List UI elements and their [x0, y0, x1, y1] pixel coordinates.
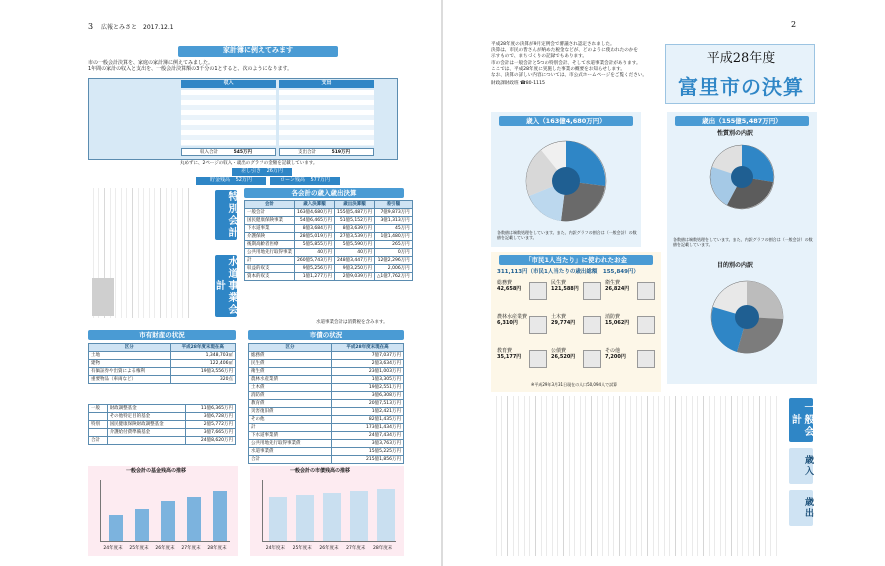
right-page-header	[791, 20, 796, 30]
account-revenue: 40万円	[295, 249, 335, 257]
household-footnote: 丸めずに、2ページの収入・歳出のグラフの金額を記載しています。	[180, 161, 318, 166]
account-name: 資本的収支	[245, 273, 295, 281]
income-total-value: 545万円	[233, 150, 252, 155]
account-name: 下水道事業	[245, 225, 295, 233]
x-tick-label: 26年度末	[319, 546, 339, 551]
savings-value: 52万円	[235, 177, 252, 183]
per-person-total: 311,113円（市民1人当たりの歳出総額 155,849円）	[497, 269, 639, 275]
debt-name: 下水道事業債	[249, 432, 332, 440]
account-name: 後期高齢者医療	[245, 241, 295, 249]
table-row	[249, 352, 404, 360]
property-value: 122,406㎡	[170, 360, 235, 368]
savings-label: 貯金残高	[210, 177, 231, 183]
debt-value: 7億7,037万円	[332, 352, 404, 360]
intro-line: 市の会計は一般会計と5つの特別会計、そして水道事業会計があります。	[491, 60, 641, 66]
account-revenue: 54億6,465万円	[295, 217, 335, 225]
x-tick-label: 24年度末	[103, 546, 123, 551]
table-row	[249, 400, 404, 408]
intro-line: 決算は、市民の皆さんが納めた税金などが、どのように使われたのかを	[491, 48, 639, 54]
fund-value: 24億8,620万円	[186, 437, 236, 445]
fund-chart-x-labels	[100, 546, 230, 552]
illustration-icon	[637, 316, 655, 334]
intro-line: 示すもので、まちづくりの記録でもあります。	[491, 54, 587, 60]
per-person-item	[551, 280, 603, 312]
per-person-item-value: 15,062円	[605, 320, 630, 327]
account-diff: 45万円	[374, 225, 412, 233]
account-diff: 2,006万円	[374, 265, 412, 273]
property-value: 1,348,703㎡	[170, 352, 235, 360]
account-expense: 248億3,447万円	[334, 257, 374, 265]
fund-name: 国民健康保険財政調整基金	[107, 421, 186, 429]
left-header-text: 広報とみさと 2017.12.1	[101, 24, 174, 31]
account-diff: 265万円	[374, 241, 412, 249]
household-intro-1: 市の一般会計決算を、家庭の家計簿に例えてみました。	[88, 60, 214, 66]
fund-group: 一般	[89, 405, 108, 413]
debt-name: 民生債	[249, 360, 332, 368]
debt-name: 合計	[249, 456, 332, 464]
debt-value: 173億1,434万円	[332, 424, 404, 432]
table-row	[89, 437, 236, 445]
year-title: 平成28年度	[706, 51, 776, 66]
accounts-note: 水道事業会計は消費税を含みます。	[316, 320, 388, 325]
income-total	[181, 148, 276, 156]
table-row	[89, 421, 236, 429]
fund-group: 特別	[89, 421, 108, 429]
col-revenue: 歳入決算額	[295, 201, 335, 209]
table-row	[89, 376, 236, 384]
income-rows	[181, 90, 276, 146]
fund-group	[89, 429, 108, 437]
fund-name	[107, 437, 186, 445]
account-name: 介護保険	[245, 233, 295, 241]
per-person-item-name: 民生費	[551, 280, 567, 286]
fund-value: 11億6,365万円	[186, 405, 236, 413]
per-person-item-name: 農林水産業費	[497, 314, 528, 320]
illustration-icon	[637, 350, 655, 368]
account-expense: 2億9,039万円	[334, 273, 374, 281]
illustration-icon	[529, 350, 547, 368]
expense-banner-text: 歳出（155億5,487万円）	[702, 117, 782, 125]
per-person-item-name: 総務費	[497, 280, 513, 286]
balance-value: 26万円	[266, 168, 283, 174]
fund-group: 合計	[89, 437, 108, 445]
debt-value: 3億6,308万円	[332, 392, 404, 400]
property-col-b: 平成28年度末現在高	[170, 344, 235, 352]
debt-value: 1億3,305万円	[332, 376, 404, 384]
debt-value: 82億1,435万円	[332, 416, 404, 424]
per-person-item-value: 29,774円	[551, 320, 576, 327]
table-row	[249, 440, 404, 448]
table-row	[89, 413, 236, 421]
debt-name: 消防債	[249, 392, 332, 400]
funds-table	[88, 404, 236, 445]
left-page	[0, 0, 442, 566]
balance-chip	[232, 168, 292, 176]
fund-name: 介護給付費準備基金	[107, 429, 186, 437]
contact: 財政課財政班 ☎80‐1115	[491, 81, 545, 86]
expense-vtitle: 歳出	[789, 490, 813, 526]
per-person-panel	[491, 252, 661, 392]
fund-value: 3億7,665万円	[186, 429, 236, 437]
accounts-table	[244, 200, 413, 281]
col-account: 会計	[245, 201, 295, 209]
per-person-note: ※平成29年3月31日現在の人口50,094人で試算	[531, 382, 618, 387]
x-tick-label: 24年度末	[265, 546, 286, 551]
table-row	[249, 392, 404, 400]
debt-value: 3億3,763万円	[332, 440, 404, 448]
col-expense: 歳出決算額	[334, 201, 374, 209]
expense-total-value: 519万円	[331, 150, 350, 155]
per-person-item-value: 26,520円	[551, 354, 576, 361]
table-row	[89, 352, 236, 360]
table-row	[245, 273, 413, 281]
debt-name: 総務債	[249, 352, 332, 360]
fund-bar	[109, 515, 123, 541]
revenue-note: 各数値は端数処理をしています。また、内訳グラフの割合は（一般会計）の数値を記載しています。	[497, 230, 637, 240]
loan-label: ローン残高	[279, 177, 305, 183]
table-row	[249, 424, 404, 432]
account-revenue: 8億3,684万円	[295, 225, 335, 233]
account-revenue: 5億5,855万円	[295, 241, 335, 249]
debt-name: 土木債	[249, 384, 332, 392]
debt-bar	[377, 489, 395, 541]
property-table	[88, 343, 236, 384]
expense-rows	[279, 90, 374, 146]
property-name: 重要物品（車両など）	[89, 376, 171, 384]
table-row	[249, 368, 404, 376]
intro-text	[491, 42, 661, 79]
savings-chip	[196, 177, 266, 185]
table-row	[249, 416, 404, 424]
loan-chip	[270, 177, 340, 185]
debt-bar	[323, 493, 341, 541]
debt-name: 計	[249, 424, 332, 432]
debt-value: 23億1,003万円	[332, 368, 404, 376]
right-page-number: 2	[791, 20, 797, 29]
debt-title: 市債の状況	[309, 331, 343, 339]
illustration-icon	[583, 316, 601, 334]
illustration-icon	[583, 350, 601, 368]
x-tick-label: 27年度末	[346, 546, 366, 551]
household-intro-2: 1年間の家計の収入と支出を、一般会計決算額の3千分の1とすると、次のようになります。	[88, 66, 293, 73]
x-tick-label: 26年度末	[155, 546, 175, 551]
expense-panel	[667, 112, 817, 384]
per-person-item-value: 35,177円	[497, 354, 522, 361]
table-row	[245, 249, 413, 257]
fund-bar	[135, 509, 149, 541]
per-person-item-value: 6,310円	[497, 320, 518, 327]
debt-value: 19億2,551万円	[332, 384, 404, 392]
debt-chart-plot	[262, 480, 396, 542]
per-person-item-name: 消防費	[605, 314, 621, 320]
right-page	[443, 0, 885, 566]
property-name: 有価証券や出資による権利	[89, 368, 171, 376]
table-row	[249, 456, 404, 464]
account-expense: 155億5,487万円	[334, 209, 374, 217]
debt-value: 2億3,634万円	[332, 360, 404, 368]
table-row	[245, 241, 413, 249]
per-person-banner-text: 「市民1人当たり」に使われたお金	[524, 256, 628, 264]
fund-bar	[187, 497, 201, 541]
revenue-vtitle: 歳入	[789, 448, 813, 484]
water-facility-photo	[92, 278, 114, 316]
table-row	[89, 360, 236, 368]
per-person-item-value: 42,658円	[497, 286, 522, 293]
fund-name: その他特定目的基金	[107, 413, 186, 421]
x-tick-label: 28年度末	[207, 546, 227, 551]
debt-bar	[296, 495, 314, 541]
property-value: 19億3,556万円	[170, 368, 235, 376]
expense-total-label: 支出合計	[298, 150, 316, 155]
debt-banner	[248, 330, 404, 340]
income-total-label: 収入合計	[200, 150, 218, 155]
revenue-pie	[521, 136, 611, 226]
property-col-a: 区分	[89, 344, 171, 352]
account-expense: 51億5,152万円	[334, 217, 374, 225]
fund-group	[89, 413, 108, 421]
income-header: 収入	[181, 80, 276, 88]
account-diff: 7億9,873万円	[374, 209, 412, 217]
debt-value: 20億7,513万円	[332, 400, 404, 408]
expense-note: 各数値は端数処理をしています。また、内訳グラフの割合は（一般会計）の数値を記載しています。	[673, 237, 813, 247]
per-person-item	[605, 280, 657, 312]
x-tick-label: 27年度末	[181, 546, 201, 551]
account-name: 国民健康保険事業	[245, 217, 295, 225]
debt-value: 1億2,421万円	[332, 408, 404, 416]
left-page-header	[88, 22, 174, 32]
table-row	[245, 265, 413, 273]
account-revenue: 163億4,680万円	[295, 209, 335, 217]
per-person-item	[497, 280, 549, 312]
per-person-item	[497, 348, 549, 380]
account-name: 一般会計	[245, 209, 295, 217]
household-ledger	[88, 78, 398, 160]
account-expense: 8億3,639万円	[334, 225, 374, 233]
table-row	[249, 360, 404, 368]
account-diff: 0万円	[374, 249, 412, 257]
fund-chart-title: 一般会計の基金残高の推移	[126, 468, 187, 474]
debt-bar	[269, 497, 287, 541]
debt-name: 公共用地先行取得事業債	[249, 440, 332, 448]
account-revenue: 28億5,019万円	[295, 233, 335, 241]
balance-label: 差し引き	[241, 168, 262, 174]
table-row	[249, 432, 404, 440]
per-person-item-value: 121,588円	[551, 286, 579, 293]
table-row	[245, 257, 413, 265]
nature-pie	[707, 142, 777, 212]
revenue-banner-text: 歳入（163億4,680万円）	[526, 117, 606, 125]
general-account-vtitle: 一般会計	[789, 398, 813, 442]
account-expense: 5億5,590万円	[334, 241, 374, 249]
table-row	[89, 429, 236, 437]
debt-value: 24億7,434万円	[332, 432, 404, 440]
intro-line: ここでは、平成28年度に実施した事業の概要をお知らせします。	[491, 66, 625, 72]
fund-value: 2億5,772万円	[186, 421, 236, 429]
x-tick-label: 28年度末	[372, 546, 393, 551]
per-person-item	[605, 348, 657, 380]
purpose-title: 目的別の内訳	[717, 262, 754, 269]
left-page-number: 3	[88, 22, 94, 31]
property-name: 土地	[89, 352, 171, 360]
household-intro	[88, 60, 408, 73]
intro-line: なお、決算の詳しい内容については、市公式ホームページをご覧ください。	[491, 73, 648, 79]
fund-bar	[213, 491, 227, 541]
per-person-item-name: 衛生費	[605, 280, 621, 286]
vertical-text-columns	[491, 396, 781, 556]
special-account-vtitle: 特別会計	[215, 190, 237, 240]
debt-bar	[350, 491, 368, 541]
intro-line: 平成28年度の決算が9月定例会で審議され認定されました。	[491, 42, 615, 47]
table-row	[245, 217, 413, 225]
account-revenue: 1億1,277万円	[295, 273, 335, 281]
household-banner	[178, 46, 338, 57]
table-row	[245, 225, 413, 233]
table-row	[249, 448, 404, 456]
debt-value: 215億1,856万円	[332, 456, 404, 464]
per-person-banner	[499, 255, 653, 265]
per-person-item-name: 教育費	[497, 348, 513, 354]
debt-name: 教育債	[249, 400, 332, 408]
table-row	[245, 209, 413, 217]
account-expense: 9億3,250万円	[334, 265, 374, 273]
fund-chart-plot	[100, 480, 230, 542]
illustration-icon	[637, 282, 655, 300]
x-tick-label: 25年度末	[129, 546, 149, 551]
debt-chart-panel	[250, 466, 404, 556]
fund-name: 財政調整基金	[107, 405, 186, 413]
property-title: 市有財産の状況	[139, 331, 185, 339]
property-name: 建物	[89, 360, 171, 368]
per-person-item-name: 公債費	[551, 348, 567, 354]
title-box	[665, 44, 815, 104]
illustration-icon	[529, 282, 547, 300]
table-row	[89, 368, 236, 376]
account-revenue: 9億5,256万円	[295, 265, 335, 273]
fund-bar	[161, 501, 175, 541]
illustration-icon	[529, 316, 547, 334]
per-person-item-name: 土木費	[551, 314, 567, 320]
accounts-banner	[244, 188, 404, 198]
expense-header: 支出	[279, 80, 374, 88]
fund-value: 3億6,728万円	[186, 413, 236, 421]
account-name: 計	[245, 257, 295, 265]
expense-banner	[675, 116, 809, 126]
per-person-item	[551, 314, 603, 346]
per-person-item	[497, 314, 549, 346]
debt-col-a: 区分	[249, 344, 332, 352]
table-row	[249, 384, 404, 392]
table-row	[89, 405, 236, 413]
debt-name: 衛生債	[249, 368, 332, 376]
account-diff: 1億1,480万円	[374, 233, 412, 241]
loan-value: 577万円	[310, 177, 331, 183]
household-title: 家計簿に例えてみます	[223, 46, 293, 54]
account-diff: 3億1,313万円	[374, 217, 412, 225]
account-expense: 27億3,539万円	[334, 233, 374, 241]
debt-chart-title: 一般会計の市債残高の推移	[290, 468, 351, 474]
accounts-title: 各会計の歳入歳出決算	[291, 189, 357, 197]
account-diff: 12億2,296万円	[374, 257, 412, 265]
account-diff: △1億7,762万円	[374, 273, 412, 281]
col-diff: 差引額	[374, 201, 412, 209]
per-person-item-value: 26,824円	[605, 286, 630, 293]
fund-chart-panel	[88, 466, 238, 556]
table-row	[249, 376, 404, 384]
debt-name: 災害復旧債	[249, 408, 332, 416]
account-name: 公共用地先行取得事業	[245, 249, 295, 257]
purpose-pie	[707, 277, 787, 357]
water-account-vtitle: 水道事業会計	[213, 256, 237, 316]
debt-name: 農林水産業債	[249, 376, 332, 384]
expense-total	[279, 148, 374, 156]
debt-value: 15億5,225万円	[332, 448, 404, 456]
city-title: 富里市の決算	[678, 75, 804, 99]
per-person-item-value: 7,200円	[605, 354, 626, 361]
per-person-item	[551, 348, 603, 380]
account-name: 収益的収支	[245, 265, 295, 273]
revenue-panel	[491, 112, 641, 247]
debt-chart-x-labels	[262, 546, 396, 552]
illustration-icon	[583, 282, 601, 300]
per-person-grid	[497, 280, 657, 380]
debt-name: 水道事業債	[249, 448, 332, 456]
debt-table	[248, 343, 404, 464]
table-row	[245, 233, 413, 241]
per-person-item	[605, 314, 657, 346]
nature-title: 性質別の内訳	[717, 130, 754, 137]
x-tick-label: 25年度末	[292, 546, 312, 551]
table-row	[249, 408, 404, 416]
debt-col-b: 平成28年度末現在高	[332, 344, 404, 352]
debt-name: その他	[249, 416, 332, 424]
account-expense: 40万円	[334, 249, 374, 257]
account-revenue: 260億5,743万円	[295, 257, 335, 265]
revenue-banner	[499, 116, 633, 126]
per-person-item-name: その他	[605, 348, 621, 354]
property-value: 320点	[170, 376, 235, 384]
property-banner	[88, 330, 236, 340]
